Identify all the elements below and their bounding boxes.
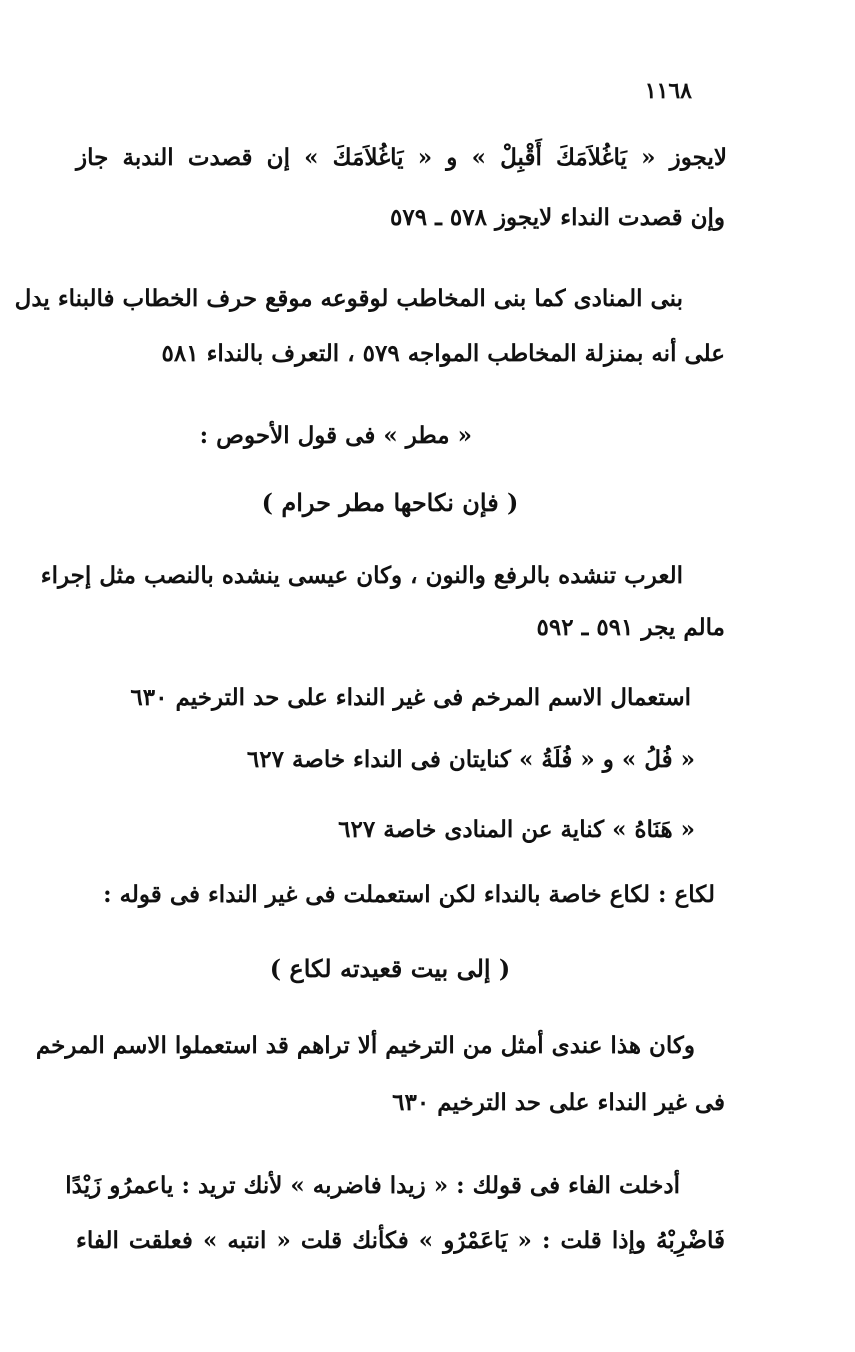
entry-1-line-1: لايجوز « يَاغُلاَمَكَ أَقْبِلْ » و « يَاغُلاَمَكَ » إن قصدت الندبة جاز <box>76 144 727 171</box>
entry-4-line-2: مالم يجر ٥٩١ ـ ٥٩٢ <box>536 614 725 641</box>
entry-2-line-2: على أنه بمنزلة المخاطب المواجه ٥٧٩ ، التعرف بالنداء ٥٨١ <box>161 340 725 367</box>
entry-2-line-1: بنى المنادى كما بنى المخاطب لوقوعه موقع حرف الخطاب فالبناء يدل <box>14 285 683 312</box>
entry-5-line-3: « هَنَاهُ » كناية عن المنادى خاصة ٦٢٧ <box>338 816 695 843</box>
entry-3-verse: ( فإن نكاحها مطر حرام ) <box>261 488 519 517</box>
entry-6-verse: ( إلى بيت قعيدته لكاع ) <box>269 954 511 983</box>
entry-8-line-1: أدخلت الفاء فى قولك : « زيدا فاضربه » لأنك تريد : ياعمرُو زَيْدًا <box>65 1172 680 1199</box>
entry-7-line-1: وكان هذا عندى أمثل من الترخيم ألا تراهم قد استعملوا الاسم المرخم <box>35 1032 695 1059</box>
page-number: ١١٦٨ <box>644 78 692 104</box>
entry-8-line-2: فَاضْرِبْهُ وإذا قلت : « يَاعَمْرُو » فكأنك قلت « انتبه » فعلقت الفاء <box>76 1227 725 1254</box>
entry-6-heading: لكاع : لكاع خاصة بالنداء لكن استعملت فى غير النداء فى قوله : <box>103 881 715 908</box>
entry-5-line-1: استعمال الاسم المرخم فى غير النداء على حد الترخيم ٦٣٠ <box>130 684 691 711</box>
entry-7-line-2: فى غير النداء على حد الترخيم ٦٣٠ <box>392 1089 725 1116</box>
entry-3-heading: « مطر » فى قول الأحوص : <box>199 422 472 449</box>
entry-1-line-2: وإن قصدت النداء لايجوز ٥٧٨ ـ ٥٧٩ <box>390 204 725 231</box>
entry-4-line-1: العرب تنشده بالرفع والنون ، وكان عيسى ينشده بالنصب مثل إجراء <box>40 562 683 589</box>
entry-5-line-2: « فُلُ » و « فُلَةُ » كنايتان فى النداء خاصة ٦٢٧ <box>246 746 695 773</box>
